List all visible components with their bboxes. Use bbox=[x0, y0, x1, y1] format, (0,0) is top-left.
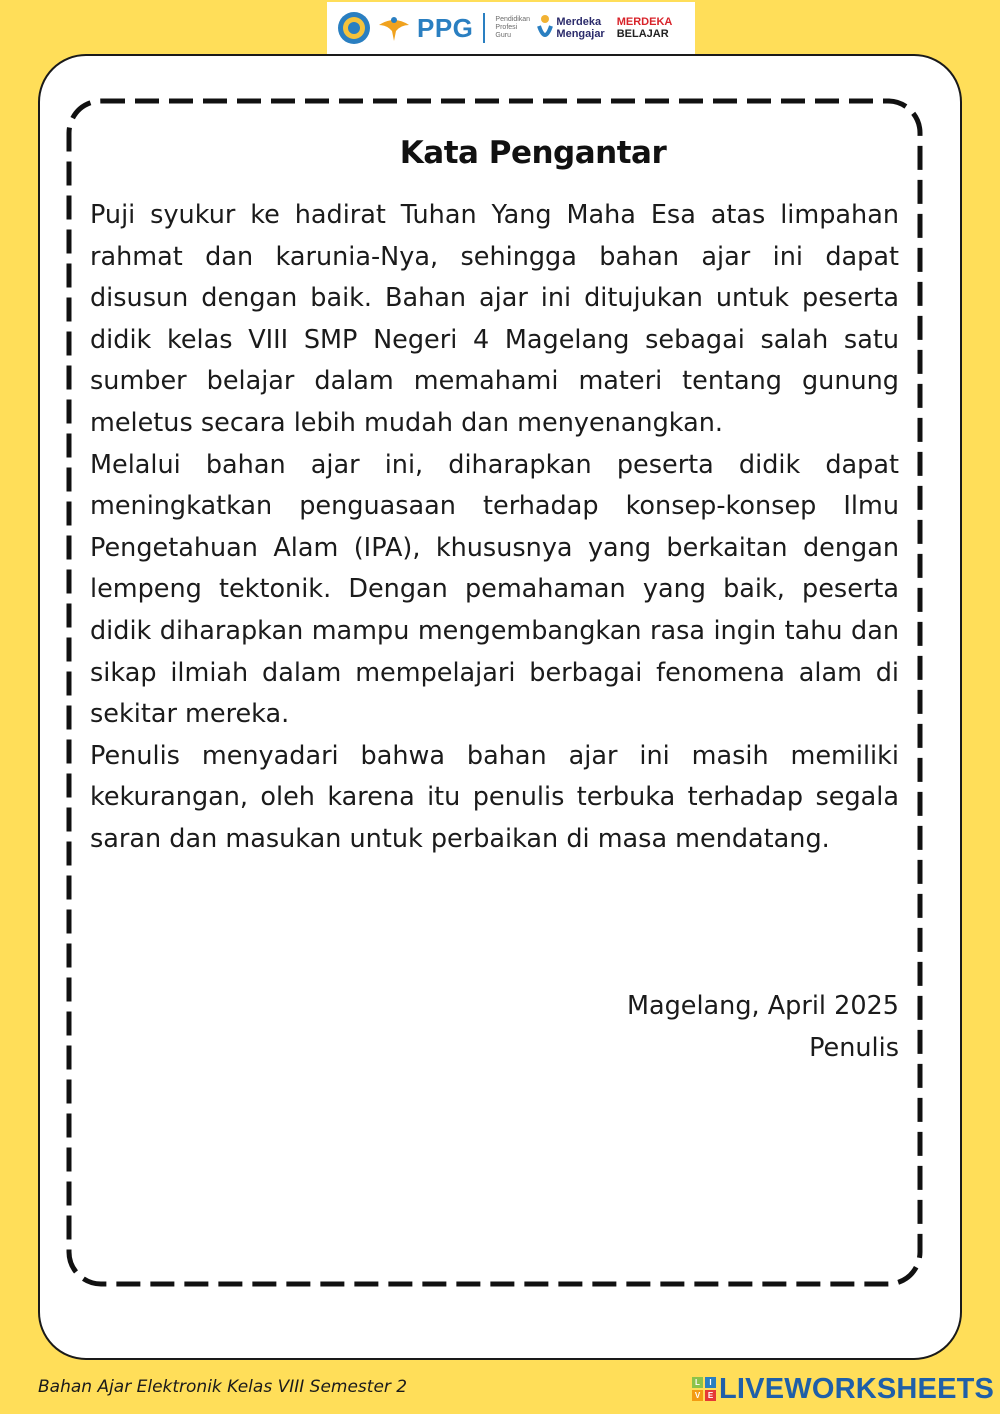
signature-block bbox=[500, 985, 899, 1069]
merdeka-mengajar-line: Merdeka bbox=[556, 16, 602, 28]
page-title: Kata Pengantar bbox=[399, 135, 667, 171]
paragraph: Penulis menyadari bahwa bahan ajar ini masih memiliki kekurangan, oleh karena itu penulis terbuka terhadap segala saran dan masukan untuk perbaikan di masa mendatang. bbox=[90, 740, 899, 854]
liveworksheets-logo bbox=[692, 1372, 994, 1406]
merdeka-belajar-line: MERDEKA bbox=[616, 16, 673, 28]
place-date: Magelang, April 2025 bbox=[626, 991, 899, 1021]
liveworksheets-text: LIVEWORKSHEETS bbox=[719, 1372, 995, 1405]
brand-block: E bbox=[705, 1390, 716, 1401]
brand-block: I bbox=[705, 1377, 716, 1388]
paragraph: Melalui bahan ajar ini, diharapkan peserta didik dapat meningkatkan penguasaan terhadap konsep-konsep Ilmu Pengetahuan Alam (IPA), khususnya yang berkaitan dengan lempeng tektonik. Dengan pemahaman yang baik, peserta didik diharapkan mampu mengembangkan rasa ingin tahu dan sikap ilmiah dalam mempelajari berbagai fenomena alam di sekitar mereka. bbox=[90, 449, 899, 730]
ppg-caption-line: Guru bbox=[495, 32, 511, 39]
merdeka-belajar-line: BELAJAR bbox=[616, 28, 669, 40]
ppg-caption-line: Pendidikan bbox=[495, 16, 531, 23]
brand-block: V bbox=[692, 1390, 703, 1401]
footer-caption: Bahan Ajar Elektronik Kelas VIII Semester 2 bbox=[38, 1377, 408, 1397]
brand-block: L bbox=[692, 1377, 703, 1388]
ppg-logo-text: PPG bbox=[417, 12, 474, 43]
paragraph: Puji syukur ke hadirat Tuhan Yang Maha Esa atas limpahan rahmat dan karunia-Nya, sehingga bahan ajar ini dapat disusun dengan baik. Bahan ajar ini ditujukan untuk peserta didik kelas VIII SMP Negeri 4 Magelang sebagai salah satu sumber belajar dalam memahami materi tentang gunung meletus secara lebih mudah dan menyenangkan. bbox=[90, 200, 899, 438]
author: Penulis bbox=[809, 1033, 899, 1063]
ppg-caption-line: Profesi bbox=[495, 24, 518, 31]
liveworksheets-blocks-icon bbox=[692, 1377, 716, 1401]
merdeka-mengajar-line: Mengajar bbox=[556, 28, 605, 40]
body-text bbox=[90, 195, 899, 861]
